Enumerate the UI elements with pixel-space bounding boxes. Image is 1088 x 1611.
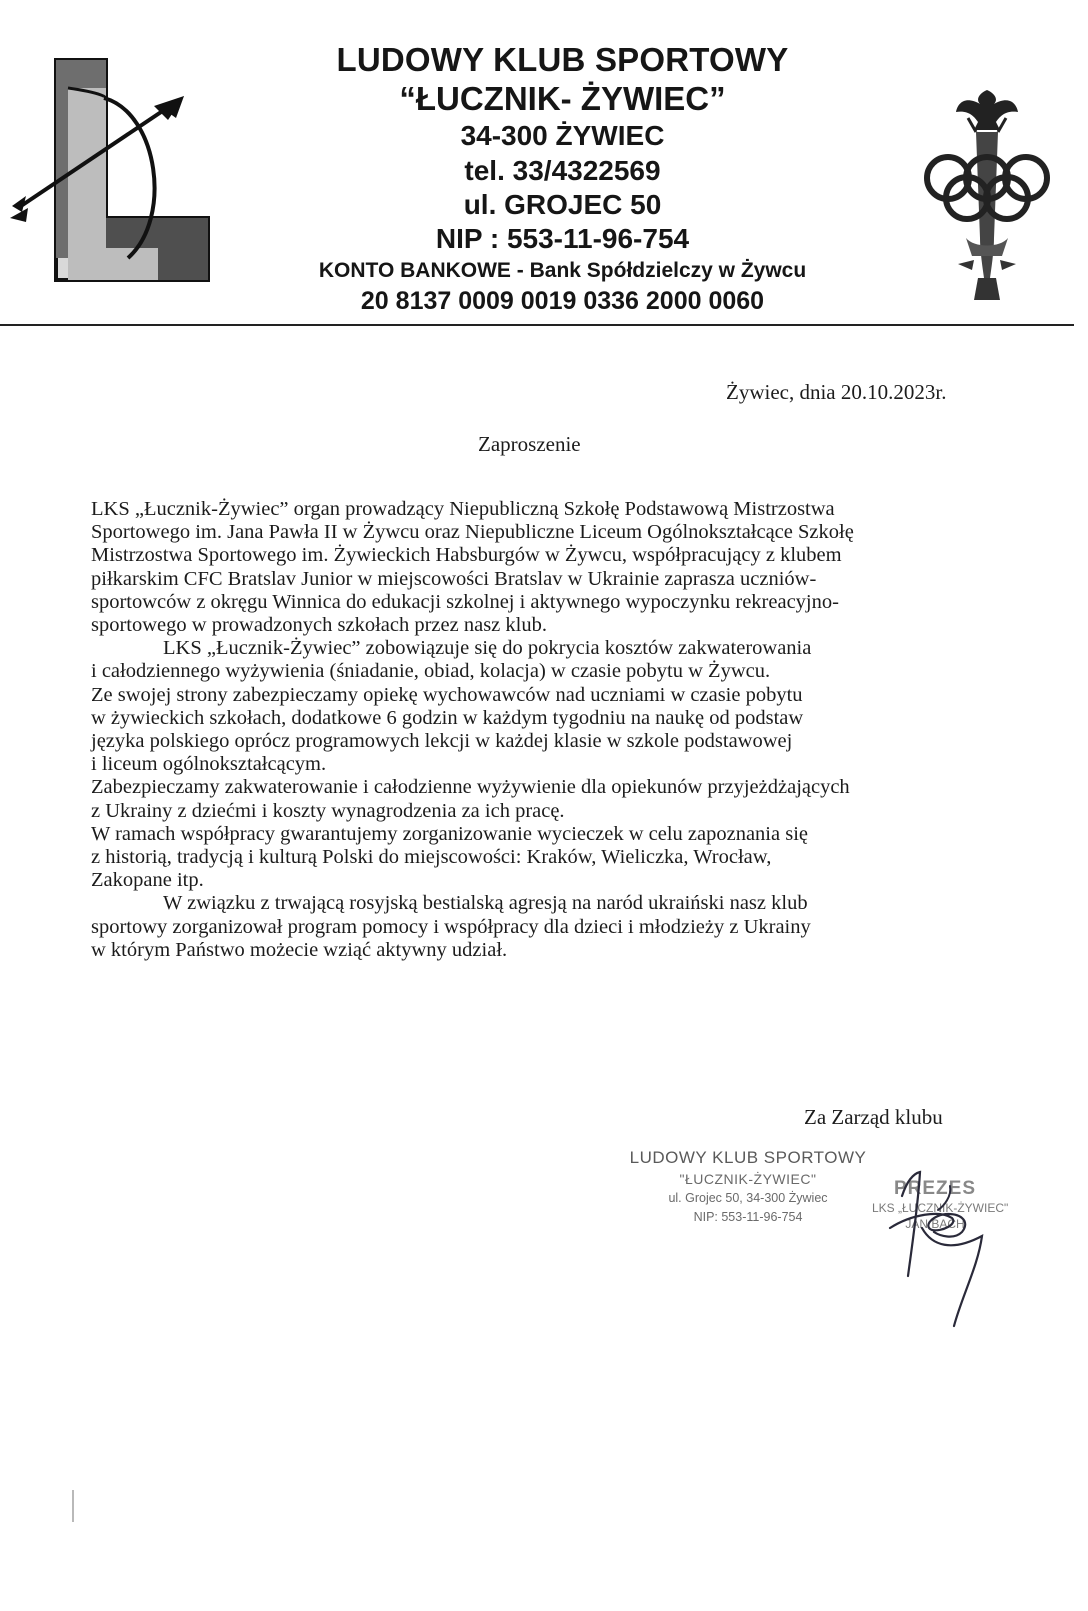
scan-edge-mark: [72, 1490, 74, 1522]
stamp-line: LUDOWY KLUB SPORTOWY: [629, 1148, 867, 1167]
body-line: LKS „Łucznik-Żywiec” organ prowadzący Niepubliczną Szkołę Podstawową Mistrzostwa: [91, 498, 835, 520]
body-line: z Ukrainy z dziećmi i koszty wynagrodzenia za ich pracę.: [91, 799, 565, 822]
body-line: Mistrzostwa Sportowego im. Żywieckich Habsburgów w Żywcu, współpracujący z klubem: [91, 544, 842, 567]
body-line: Zabezpieczamy zakwaterowanie i całodzienne wyżywienie dla opiekunów przyjeżdżających: [91, 776, 850, 799]
header-divider: [0, 324, 1074, 326]
body-line: Ze swojej strony zabezpieczamy opiekę wychowawców nad uczniami w czasie pobytu: [91, 683, 803, 706]
club-street: ul. GROJEC 50: [463, 189, 662, 220]
stamp-line: NIP: 553-11-96-754: [693, 1210, 803, 1224]
body-line: i liceum ogólnokształcącym.: [91, 753, 327, 776]
club-postal-city: 34-300 ŻYWIEC: [460, 120, 665, 151]
letter-subject: Zaproszenie: [478, 432, 581, 456]
body-line: sportowców z okręgu Winnica do edukacji szkolnej i aktywnego wypoczynku rekreacyjno-: [91, 590, 839, 613]
handwritten-signature-icon: [862, 1166, 992, 1336]
club-phone: tel. 33/4322569: [464, 155, 661, 186]
olympic-eagle-emblem-icon: [918, 88, 1056, 310]
club-name: LUDOWY KLUB SPORTOWY: [336, 41, 789, 78]
president-stamp-line: JAN BACH: [905, 1217, 965, 1231]
body-line: z historią, tradycją i kulturą Polski do miejscowości: Kraków, Wieliczka, Wrocław,: [91, 846, 772, 869]
club-stamp: [618, 1146, 878, 1226]
president-stamp-line: LKS „ŁUCZNIK-ŻYWIEC": [872, 1201, 1009, 1215]
body-line: W związku z trwającą rosyjską bestialską agresją na naród ukraiński nasz klub: [163, 892, 808, 915]
club-nip: NIP : 553-11-96-754: [435, 223, 690, 254]
letter-date: Żywiec, dnia 20.10.2023r.: [726, 380, 947, 404]
bank-name: KONTO BANKOWE - Bank Spółdzielczy w Żywcu: [318, 259, 807, 282]
stamp-line: "ŁUCZNIK-ŻYWIEC": [679, 1171, 817, 1187]
body-line: W ramach współpracy gwarantujemy zorganizowanie wycieczek w celu zapoznania się: [91, 822, 808, 845]
president-stamp-line: PREZES: [893, 1178, 977, 1199]
club-name-quoted: “ŁUCZNIK- ŻYWIEC”: [399, 80, 726, 117]
closing-line: Za Zarząd klubu: [804, 1105, 943, 1129]
letter-body: [91, 498, 971, 962]
body-line: sportowego w prowadzonych szkołach przez nasz klub.: [91, 614, 547, 637]
letterhead: [270, 40, 855, 316]
club-logo-arrow-icon: [8, 58, 228, 284]
body-line: i całodziennego wyżywienia (śniadanie, obiad, kolacja) w czasie pobytu w Żywcu.: [91, 660, 771, 683]
body-line: języka polskiego oprócz programowych lekcji w każdej klasie w szkole podstawowej: [91, 730, 793, 753]
body-line: w żywieckich szkołach, dodatkowe 6 godzin w każdym tygodniu na naukę od podstaw: [91, 706, 804, 729]
bank-account-number: 20 8137 0009 0019 0336 2000 0060: [360, 287, 765, 315]
body-line: sportowy zorganizował program pomocy i współpracy dla dzieci i młodzieży z Ukrainy: [91, 915, 811, 938]
body-line: Sportowego im. Jana Pawła II w Żywcu oraz Niepubliczne Liceum Ogólnokształcące Szkołę: [91, 521, 854, 544]
body-line: w którym Państwo możecie wziąć aktywny udział.: [91, 938, 508, 961]
body-line: LKS „Łucznik-Żywiec” zobowiązuje się do pokrycia kosztów zakwaterowania: [163, 637, 812, 660]
stamp-line: ul. Grojec 50, 34-300 Żywiec: [668, 1191, 828, 1205]
body-line: Zakopane itp.: [91, 869, 204, 892]
body-line: piłkarskim CFC Bratslav Junior w miejscowości Bratslav w Ukrainie zaprasza uczniów-: [91, 567, 817, 590]
